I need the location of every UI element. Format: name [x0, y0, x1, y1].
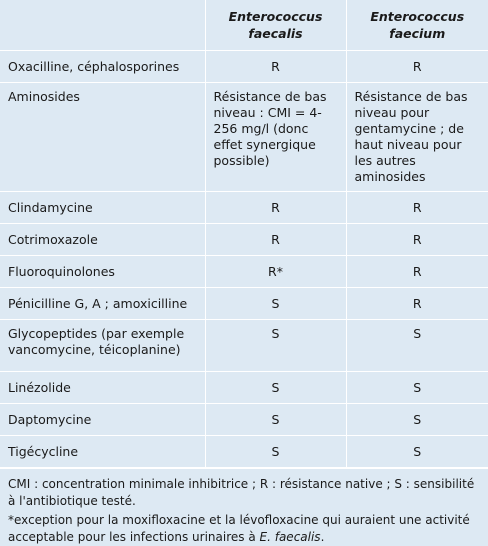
faecium-value: Résistance de bas niveau pour gentamycine ; de haut niveau pour les autres aminosides [346, 83, 488, 192]
header-faecalis: Enterococcus faecalis [205, 0, 346, 51]
abbreviations-note: CMI : concentration minimale inhibitrice ; R : résistance native ; S : sensibilité à l'antibiotique testé. [8, 477, 475, 508]
table-row [0, 320, 488, 372]
asterisk-note-end: . [320, 530, 325, 544]
antibiotic-name: Daptomycine [0, 404, 205, 436]
table-row [0, 436, 488, 468]
table-row [0, 288, 488, 320]
faecium-value: R [346, 224, 488, 256]
faecalis-value: S [205, 436, 346, 468]
faecium-value: S [346, 320, 488, 372]
table-header-row [0, 0, 488, 51]
table-row [0, 83, 488, 192]
faecalis-value: S [205, 372, 346, 404]
antibiotic-name: Clindamycine [0, 192, 205, 224]
faecium-value: R [346, 256, 488, 288]
table-row [0, 404, 488, 436]
faecalis-value: R [205, 224, 346, 256]
antibiotic-name: Glycopeptides (par exemple vancomycine, téicoplanine) [0, 320, 205, 372]
antibiotic-name: Cotrimoxazole [0, 224, 205, 256]
table-row [0, 192, 488, 224]
faecalis-value: S [205, 288, 346, 320]
asterisk-note-species: E. faecalis [259, 530, 321, 544]
faecalis-value: R* [205, 256, 346, 288]
antibiotic-name: Aminosides [0, 83, 205, 192]
antibiotic-name: Tigécycline [0, 436, 205, 468]
antibiotic-name: Linézolide [0, 372, 205, 404]
faecium-value: S [346, 404, 488, 436]
table-row [0, 51, 488, 83]
faecium-value: S [346, 372, 488, 404]
table-row [0, 224, 488, 256]
antibiotic-name: Oxacilline, céphalosporines [0, 51, 205, 83]
faecalis-value: R [205, 51, 346, 83]
faecium-value: R [346, 51, 488, 83]
header-antibiotic [0, 0, 205, 51]
faecalis-value: S [205, 404, 346, 436]
asterisk-note-text: *exception pour la moxifloxacine et la lévofloxacine qui auraient une activité acceptable pour les infections urinaires à [8, 513, 470, 544]
header-faecium: Enterococcus faecium [346, 0, 488, 51]
asterisk-note [8, 512, 478, 546]
faecium-value: R [346, 192, 488, 224]
faecalis-value: S [205, 320, 346, 372]
antibiotic-name: Pénicilline G, A ; amoxicilline [0, 288, 205, 320]
faecalis-value: Résistance de bas niveau : CMI = 4-256 mg/l (donc effet synergique possible) [205, 83, 346, 192]
faecium-value: R [346, 288, 488, 320]
antibiotic-name: Fluoroquinolones [0, 256, 205, 288]
faecalis-value: R [205, 192, 346, 224]
table-row [0, 256, 488, 288]
faecium-value: S [346, 436, 488, 468]
table-footnotes [0, 468, 488, 546]
table-row [0, 372, 488, 404]
